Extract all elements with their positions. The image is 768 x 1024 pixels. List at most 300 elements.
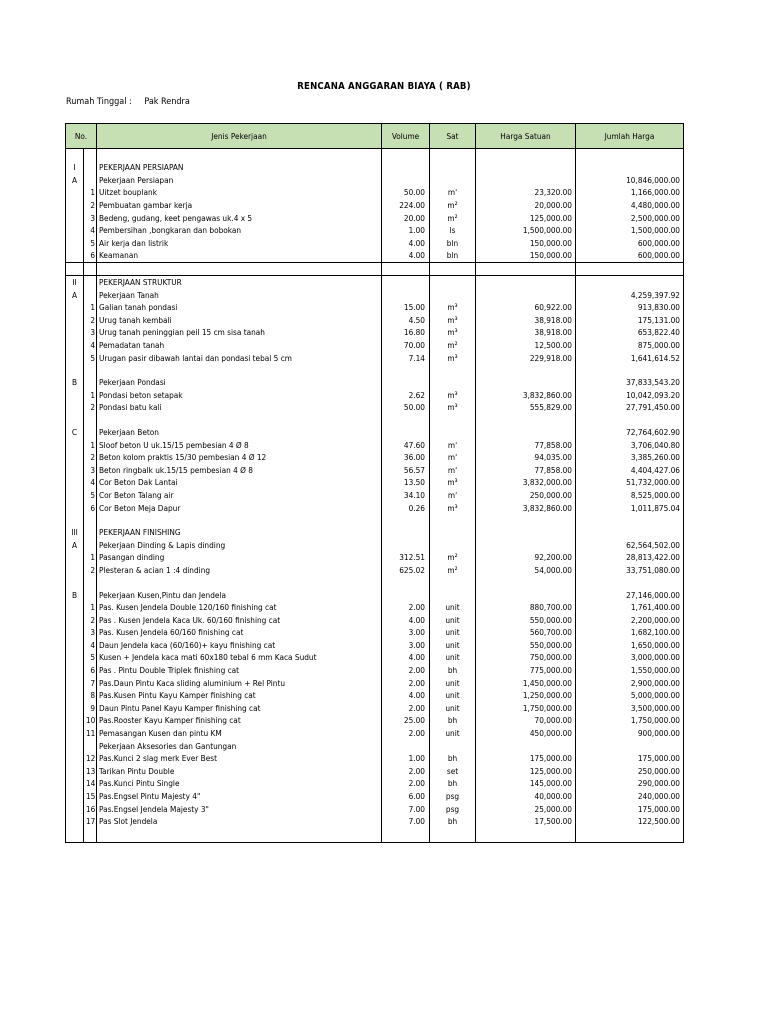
row-number: 2: [84, 199, 97, 212]
row-unit: m²: [430, 211, 476, 224]
row-letter: [66, 451, 84, 464]
table-row: [66, 676, 684, 689]
table-row: [66, 351, 684, 364]
row-unit: bh: [430, 714, 476, 727]
row-number: 3: [84, 626, 97, 639]
empty-cell: [430, 576, 476, 588]
row-letter: [66, 689, 84, 702]
row-description: Pekerjaan Tanah: [97, 288, 382, 301]
row-letter: [66, 626, 84, 639]
row-volume: [382, 161, 430, 174]
row-number: [84, 376, 97, 389]
row-description: Pekerjaan Dinding & Lapis dinding: [97, 538, 382, 551]
row-total-price: 1,550,000.00: [576, 664, 684, 677]
row-unit-price: 250,000.00: [476, 489, 576, 502]
row-unit-price: 550,000.00: [476, 613, 576, 626]
empty-cell: [476, 262, 576, 275]
row-letter: [66, 664, 84, 677]
row-description: Bedeng, gudang, keet pengawas uk.4 x 5: [97, 211, 382, 224]
table-row: [66, 438, 684, 451]
table-row: [66, 489, 684, 502]
row-total-price: 8,525,000.00: [576, 489, 684, 502]
row-letter: [66, 790, 84, 803]
row-total-price: 1,641,614.52: [576, 351, 684, 364]
empty-cell: [576, 828, 684, 843]
row-number: 3: [84, 463, 97, 476]
row-volume: 4.50: [382, 314, 430, 327]
table-row: [66, 376, 684, 389]
row-letter: [66, 326, 84, 339]
row-description: Tarikan Pintu Double: [97, 765, 382, 778]
row-unit-price: 775,000.00: [476, 664, 576, 677]
row-unit: unit: [430, 676, 476, 689]
table-row: [66, 426, 684, 439]
row-volume: 16.80: [382, 326, 430, 339]
row-letter: [66, 639, 84, 652]
row-unit: bh: [430, 777, 476, 790]
row-volume: 56.57: [382, 463, 430, 476]
row-unit-price: 555,829.00: [476, 401, 576, 414]
row-number: 10: [84, 714, 97, 727]
row-number: [84, 174, 97, 187]
row-number: 16: [84, 802, 97, 815]
empty-cell: [84, 514, 97, 526]
row-description: Cor Beton Talang air: [97, 489, 382, 502]
row-letter: [66, 314, 84, 327]
row-letter: [66, 727, 84, 740]
header-volume: Volume: [382, 124, 430, 149]
row-total-price: 175,000.00: [576, 802, 684, 815]
row-number: 2: [84, 564, 97, 577]
row-description: Cor Beton Dak Lantai: [97, 476, 382, 489]
row-total-price: 3,500,000.00: [576, 702, 684, 715]
row-description: Pemasangan Kusen dan pintu KM: [97, 727, 382, 740]
row-description: Urug tanah kembali: [97, 314, 382, 327]
row-unit: [430, 526, 476, 539]
row-description: Pas . Pintu Double Triplek finishing cat: [97, 664, 382, 677]
row-unit: unit: [430, 727, 476, 740]
row-unit: [430, 288, 476, 301]
section-row: [66, 275, 684, 288]
row-number: 4: [84, 476, 97, 489]
row-number: 6: [84, 249, 97, 262]
row-unit: ls: [430, 224, 476, 237]
row-unit-price: 60,922.00: [476, 301, 576, 314]
row-volume: 4.00: [382, 613, 430, 626]
row-unit-price: [476, 174, 576, 187]
empty-cell: [476, 364, 576, 376]
spacer-row: [66, 514, 684, 526]
row-letter: [66, 651, 84, 664]
row-unit-price: 560,700.00: [476, 626, 576, 639]
row-volume: 2.00: [382, 702, 430, 715]
row-total-price: 175,000.00: [576, 752, 684, 765]
row-description: Pekerjaan Pondasi: [97, 376, 382, 389]
row-volume: [382, 288, 430, 301]
row-description: Cor Beton Meja Dapur: [97, 501, 382, 514]
row-number: 5: [84, 351, 97, 364]
row-unit-price: 125,000.00: [476, 211, 576, 224]
row-unit-price: 450,000.00: [476, 727, 576, 740]
row-total-price: [576, 161, 684, 174]
row-unit-price: [476, 538, 576, 551]
row-total-price: 250,000.00: [576, 765, 684, 778]
row-total-price: 875,000.00: [576, 339, 684, 352]
row-unit-price: 1,500,000.00: [476, 224, 576, 237]
row-unit-price: 750,000.00: [476, 651, 576, 664]
row-description: Pas.Kunci 2 slag merk Ever Best: [97, 752, 382, 765]
row-total-price: [576, 739, 684, 752]
row-description: Pekerjaan Aksesories dan Gantungan: [97, 739, 382, 752]
row-total-price: 1,682,100.00: [576, 626, 684, 639]
row-description: Pas Slot Jendela: [97, 815, 382, 828]
row-total-price: 1,500,000.00: [576, 224, 684, 237]
row-description: Daun Jendela kaca (60/160)+ kayu finishing cat: [97, 639, 382, 652]
row-total-price: 33,751,080.00: [576, 564, 684, 577]
project-info: [66, 97, 190, 107]
row-letter: III: [66, 526, 84, 539]
row-unit: unit: [430, 689, 476, 702]
empty-cell: [382, 149, 430, 162]
row-unit: m³: [430, 389, 476, 402]
row-total-price: 51,732,000.00: [576, 476, 684, 489]
row-letter: [66, 765, 84, 778]
row-letter: [66, 438, 84, 451]
table-row: [66, 551, 684, 564]
row-letter: [66, 815, 84, 828]
row-number: 4: [84, 639, 97, 652]
table-row: [66, 689, 684, 702]
row-letter: [66, 249, 84, 262]
row-number: 13: [84, 765, 97, 778]
row-description: Plesteran & acian 1 :4 dinding: [97, 564, 382, 577]
row-letter: [66, 339, 84, 352]
row-letter: [66, 777, 84, 790]
row-total-price: 240,000.00: [576, 790, 684, 803]
row-volume: [382, 376, 430, 389]
table-row: [66, 739, 684, 752]
row-total-price: 653,822.40: [576, 326, 684, 339]
row-unit: m': [430, 438, 476, 451]
row-volume: 312.51: [382, 551, 430, 564]
empty-cell: [66, 576, 84, 588]
row-letter: C: [66, 426, 84, 439]
row-number: 17: [84, 815, 97, 828]
row-number: 5: [84, 237, 97, 250]
row-unit-price: 92,200.00: [476, 551, 576, 564]
document-title: RENCANA ANGGARAN BIAYA ( RAB): [297, 81, 471, 92]
row-description: Pekerjaan Persiapan: [97, 174, 382, 187]
row-letter: [66, 186, 84, 199]
row-letter: [66, 551, 84, 564]
row-number: 14: [84, 777, 97, 790]
row-unit: [430, 174, 476, 187]
row-description: Beton kolom praktis 15/30 pembesian 4 Ø 12: [97, 451, 382, 464]
row-total-price: 2,500,000.00: [576, 211, 684, 224]
row-unit-price: 54,000.00: [476, 564, 576, 577]
row-unit-price: 3,832,860.00: [476, 501, 576, 514]
row-letter: [66, 199, 84, 212]
row-volume: 6.00: [382, 790, 430, 803]
row-description: Urugan pasir dibawah lantai dan pondasi tebal 5 cm: [97, 351, 382, 364]
empty-cell: [97, 364, 382, 376]
row-letter: [66, 224, 84, 237]
row-total-price: [576, 526, 684, 539]
table-row: [66, 211, 684, 224]
row-unit-price: [476, 739, 576, 752]
row-volume: 36.00: [382, 451, 430, 464]
section-row: [66, 526, 684, 539]
table-row: [66, 451, 684, 464]
table-row: [66, 463, 684, 476]
row-unit: [430, 426, 476, 439]
row-number: [84, 526, 97, 539]
table-row: [66, 564, 684, 577]
table-row: [66, 174, 684, 187]
section-row: [66, 161, 684, 174]
empty-cell: [97, 149, 382, 162]
row-description: Pas.Rooster Kayu Kamper finishing cat: [97, 714, 382, 727]
row-unit: m²: [430, 551, 476, 564]
empty-cell: [84, 576, 97, 588]
spacer-row: [66, 414, 684, 426]
row-unit: psg: [430, 790, 476, 803]
table-row: [66, 326, 684, 339]
empty-cell: [382, 576, 430, 588]
row-volume: 70.00: [382, 339, 430, 352]
row-unit-price: 3,832,860.00: [476, 389, 576, 402]
row-volume: 7.00: [382, 815, 430, 828]
row-letter: [66, 301, 84, 314]
table-row: [66, 237, 684, 250]
row-total-price: 27,791,450.00: [576, 401, 684, 414]
row-total-price: 3,706,040.80: [576, 438, 684, 451]
empty-cell: [97, 576, 382, 588]
row-volume: 2.00: [382, 777, 430, 790]
table-row: [66, 601, 684, 614]
row-volume: 34.10: [382, 489, 430, 502]
row-unit-price: [476, 526, 576, 539]
row-description: Pas . Kusen Jendela Kaca Uk. 60/160 finishing cat: [97, 613, 382, 626]
table-row: [66, 765, 684, 778]
row-letter: [66, 564, 84, 577]
empty-cell: [382, 828, 430, 843]
row-unit-price: 38,918.00: [476, 314, 576, 327]
row-volume: [382, 588, 430, 601]
empty-cell: [66, 262, 84, 275]
row-unit-price: 1,250,000.00: [476, 689, 576, 702]
table-row: [66, 613, 684, 626]
row-volume: 20.00: [382, 211, 430, 224]
row-unit-price: 70,000.00: [476, 714, 576, 727]
row-description: PEKERJAAN FINISHING: [97, 526, 382, 539]
project-label: Rumah Tinggal :: [66, 97, 132, 107]
row-unit: m²: [430, 564, 476, 577]
row-letter: II: [66, 275, 84, 288]
row-unit: m²: [430, 339, 476, 352]
row-number: 1: [84, 186, 97, 199]
table-row: [66, 777, 684, 790]
empty-cell: [84, 364, 97, 376]
row-unit-price: [476, 588, 576, 601]
row-letter: A: [66, 288, 84, 301]
empty-cell: [476, 514, 576, 526]
row-unit: m': [430, 463, 476, 476]
row-unit: m²: [430, 199, 476, 212]
row-volume: 0.26: [382, 501, 430, 514]
row-unit-price: 150,000.00: [476, 237, 576, 250]
row-unit: bh: [430, 752, 476, 765]
row-number: [84, 288, 97, 301]
table-row: [66, 702, 684, 715]
row-volume: 50.00: [382, 186, 430, 199]
table-row: [66, 186, 684, 199]
rab-table-body: [66, 124, 684, 843]
table-header: [66, 124, 684, 149]
row-number: 1: [84, 389, 97, 402]
row-total-price: 5,000,000.00: [576, 689, 684, 702]
row-description: Pas.Daun Pintu Kaca sliding aluminium + Rel Pintu: [97, 676, 382, 689]
row-number: 9: [84, 702, 97, 715]
empty-cell: [66, 828, 84, 843]
row-description: Keamanan: [97, 249, 382, 262]
empty-cell: [476, 149, 576, 162]
row-number: 2: [84, 451, 97, 464]
row-number: 15: [84, 790, 97, 803]
row-volume: 7.14: [382, 351, 430, 364]
row-description: Pas.Kunci Pintu Single: [97, 777, 382, 790]
empty-cell: [382, 514, 430, 526]
row-volume: 3.00: [382, 626, 430, 639]
row-letter: [66, 802, 84, 815]
header-no: No.: [66, 124, 97, 149]
row-volume: 625.02: [382, 564, 430, 577]
empty-cell: [97, 828, 382, 843]
row-description: Pasangan dinding: [97, 551, 382, 564]
row-total-price: 62,564,502.00: [576, 538, 684, 551]
row-letter: [66, 489, 84, 502]
spacer-row: [66, 576, 684, 588]
spacer-row: [66, 364, 684, 376]
table-row: [66, 802, 684, 815]
row-number: [84, 426, 97, 439]
row-volume: 13.50: [382, 476, 430, 489]
row-total-price: 4,259,397.92: [576, 288, 684, 301]
empty-cell: [576, 576, 684, 588]
empty-cell: [66, 414, 84, 426]
empty-cell: [382, 414, 430, 426]
row-total-price: 72,764,602.90: [576, 426, 684, 439]
table-row: [66, 301, 684, 314]
empty-cell: [66, 514, 84, 526]
empty-cell: [97, 514, 382, 526]
table-row: [66, 664, 684, 677]
row-unit-price: 1,750,000.00: [476, 702, 576, 715]
row-unit: unit: [430, 651, 476, 664]
empty-cell: [97, 262, 382, 275]
table-end-row: [66, 828, 684, 843]
row-letter: [66, 501, 84, 514]
row-volume: 1.00: [382, 224, 430, 237]
empty-cell: [66, 149, 84, 162]
row-unit-price: 125,000.00: [476, 765, 576, 778]
row-number: [84, 275, 97, 288]
row-volume: 7.00: [382, 802, 430, 815]
empty-cell: [97, 414, 382, 426]
row-unit-price: [476, 275, 576, 288]
row-unit: [430, 376, 476, 389]
row-unit-price: 1,450,000.00: [476, 676, 576, 689]
row-total-price: 28,813,422.00: [576, 551, 684, 564]
row-unit: [430, 739, 476, 752]
row-description: Sloof beton U uk.15/15 pembesian 4 Ø 8: [97, 438, 382, 451]
row-description: Pembersihan ,bongkaran dan bobokan: [97, 224, 382, 237]
row-description: Pekerjaan Beton: [97, 426, 382, 439]
row-number: 12: [84, 752, 97, 765]
row-volume: 4.00: [382, 249, 430, 262]
empty-cell: [84, 414, 97, 426]
row-unit-price: 40,000.00: [476, 790, 576, 803]
row-description: Air kerja dan listrik: [97, 237, 382, 250]
row-number: 11: [84, 727, 97, 740]
row-number: 5: [84, 489, 97, 502]
row-letter: A: [66, 538, 84, 551]
row-number: 1: [84, 301, 97, 314]
row-total-price: 122,500.00: [576, 815, 684, 828]
row-description: Pekerjaan Kusen,Pintu dan Jendela: [97, 588, 382, 601]
row-unit: bh: [430, 664, 476, 677]
row-description: Pondasi batu kali: [97, 401, 382, 414]
row-unit-price: 229,918.00: [476, 351, 576, 364]
row-unit: bln: [430, 249, 476, 262]
empty-cell: [430, 149, 476, 162]
empty-cell: [382, 262, 430, 275]
row-number: 3: [84, 326, 97, 339]
row-unit-price: 17,500.00: [476, 815, 576, 828]
row-description: Galian tanah pondasi: [97, 301, 382, 314]
row-unit-price: 20,000.00: [476, 199, 576, 212]
row-description: Pas.Kusen Pintu Kayu Kamper finishing cat: [97, 689, 382, 702]
row-volume: 50.00: [382, 401, 430, 414]
row-letter: I: [66, 161, 84, 174]
empty-cell: [430, 364, 476, 376]
row-unit: m³: [430, 314, 476, 327]
row-number: [84, 538, 97, 551]
row-total-price: 2,200,000.00: [576, 613, 684, 626]
row-unit-price: 38,918.00: [476, 326, 576, 339]
row-unit: [430, 161, 476, 174]
row-unit-price: [476, 376, 576, 389]
row-unit: m³: [430, 501, 476, 514]
row-unit: unit: [430, 639, 476, 652]
row-description: Pas. Kusen Jendela 60/160 finishing cat: [97, 626, 382, 639]
row-description: Daun Pintu Panel Kayu Kamper finishing cat: [97, 702, 382, 715]
row-number: 2: [84, 401, 97, 414]
row-total-price: 3,000,000.00: [576, 651, 684, 664]
table-row: [66, 476, 684, 489]
row-letter: B: [66, 588, 84, 601]
table-row: [66, 588, 684, 601]
row-total-price: 600,000.00: [576, 237, 684, 250]
row-unit: [430, 275, 476, 288]
table-row: [66, 389, 684, 402]
row-total-price: 1,650,000.00: [576, 639, 684, 652]
row-unit-price: 77,858.00: [476, 463, 576, 476]
row-number: 3: [84, 211, 97, 224]
row-number: 4: [84, 224, 97, 237]
row-volume: 2.00: [382, 676, 430, 689]
row-description: Pas.Engsel Jendela Majesty 3": [97, 802, 382, 815]
